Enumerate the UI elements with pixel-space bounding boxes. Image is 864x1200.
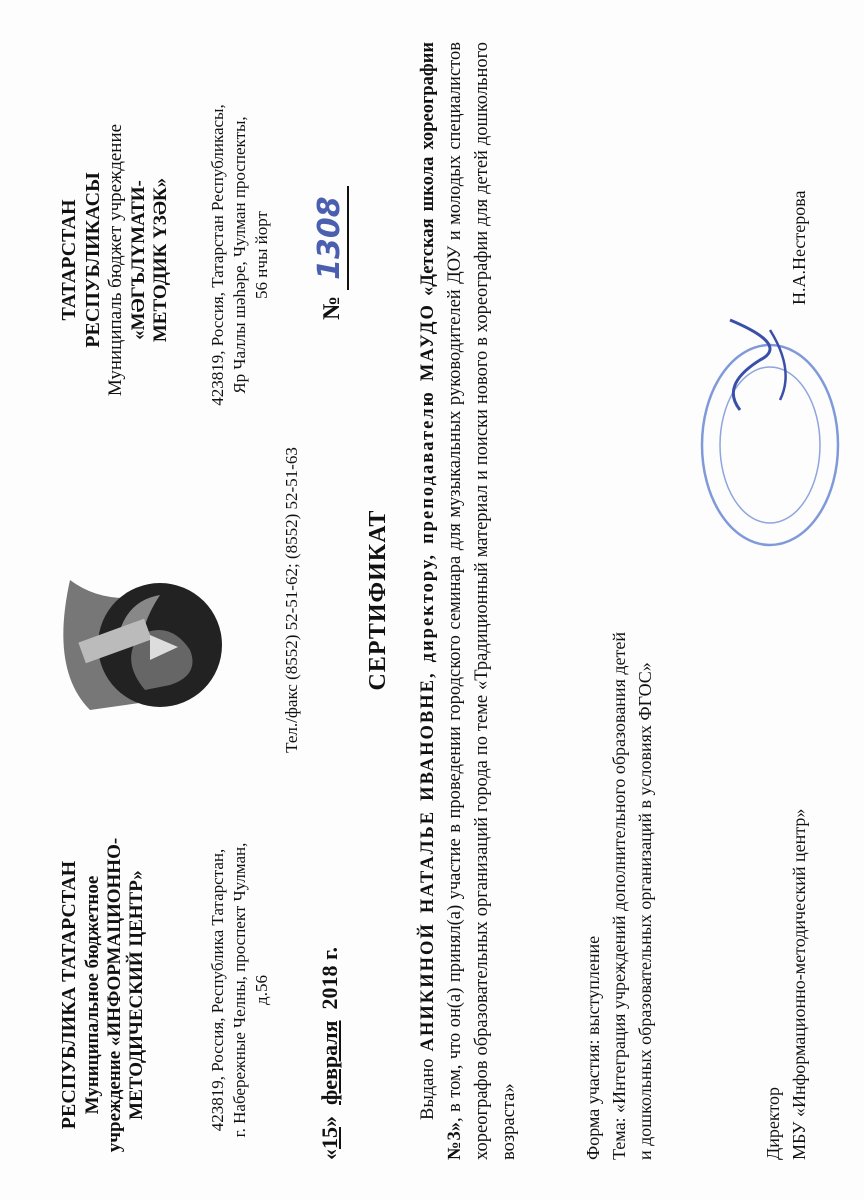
- header-right: [58, 80, 172, 440]
- body-institution: «Детская школа хореографии №3»: [418, 41, 465, 1160]
- header-left-line3: учреждение «ИНФОРМАЦИОННО-: [104, 837, 125, 1153]
- issue-date: [317, 947, 343, 1160]
- address-left: [207, 820, 273, 1160]
- date-year: 2018 г.: [317, 946, 342, 1010]
- address-left-line3: д.56: [252, 975, 272, 1005]
- header-right-line2: РЕСПУБЛИКАСЫ: [81, 172, 104, 348]
- globe-pen-icon: [50, 560, 230, 730]
- address-right-line1: 423819, Россия, Татарстан Республикасы,: [208, 104, 227, 406]
- number-sign: №: [319, 295, 345, 320]
- certificate-body: [415, 42, 523, 1160]
- header-left-line4: МЕТОДИЧЕСКИЙ ЦЕНТР»: [126, 870, 148, 1120]
- header-right-line4: «МӘГЪЛҮМАТИ-: [127, 180, 149, 340]
- phone-fax: Тел./факс (8552) 52-51-62; (8552) 52-51-63: [282, 447, 301, 753]
- address-left-line1: 423819, Россия, Республика Татарстан,: [208, 848, 227, 1132]
- signatory-title: Директор: [763, 1086, 783, 1160]
- certificate-title: СЕРТИФИКАТ: [365, 509, 391, 691]
- emblem-logo: [50, 560, 230, 730]
- body-issued: Выдано: [418, 1058, 438, 1120]
- address-right: [207, 80, 273, 430]
- header-right-line3: Муниципаль бюджет учреждение: [105, 123, 127, 397]
- certificate-number-label: [312, 186, 347, 320]
- body-recipient: АНИКИНОЙ НАТАЛЬЕ ИВАНОВНЕ, директору, преподавателю МАУДО: [418, 303, 438, 1052]
- date-close-quote: »: [317, 1116, 342, 1127]
- participation-info: [580, 42, 658, 1160]
- participation-theme-line2: и дошкольных образовательных организаций в условиях ФГОС»: [635, 662, 655, 1160]
- date-day: 15: [317, 1127, 342, 1149]
- header-right-line1: ТАТАРСТАН: [58, 199, 80, 321]
- header-right-line5: МЕТОДИК ҮЗӘК»: [150, 177, 171, 343]
- signatory-org: МБУ «Информационно-методический центр»: [789, 808, 809, 1160]
- address-right-line3: 56 нчы йорт: [252, 211, 272, 299]
- header-left: [58, 830, 149, 1160]
- date-month: февраля: [317, 1020, 342, 1105]
- header-left-line2: Муниципальное бюджетное: [81, 875, 103, 1115]
- participation-theme-line1: Тема: «Интеграция учреждений дополнительного образования детей: [609, 632, 629, 1160]
- participation-form: Форма участия: выступление: [583, 935, 603, 1160]
- header-left-line1: РЕСПУБЛИКА ТАТАРСТАН: [58, 860, 80, 1130]
- certificate-number: 1308: [312, 186, 349, 290]
- date-open-quote: «: [317, 1149, 342, 1160]
- body-text: , в том, что он(а) принял(а) участие в проведении городского семинара для музыкальных руководителей ДОУ и молодых специалистов хореографов образовательных организаций города по теме «Традиционный материал и поиски нового в хореографии для детей дошкольного возраста»: [445, 42, 519, 1160]
- address-right-line2: Яр Чаллы шәһәре, Чулман проспекты,: [230, 116, 250, 394]
- address-left-line2: г. Набережные Челны, проспект Чулман,: [230, 842, 250, 1138]
- signatory-name: Н.А.Нестерова: [789, 190, 809, 305]
